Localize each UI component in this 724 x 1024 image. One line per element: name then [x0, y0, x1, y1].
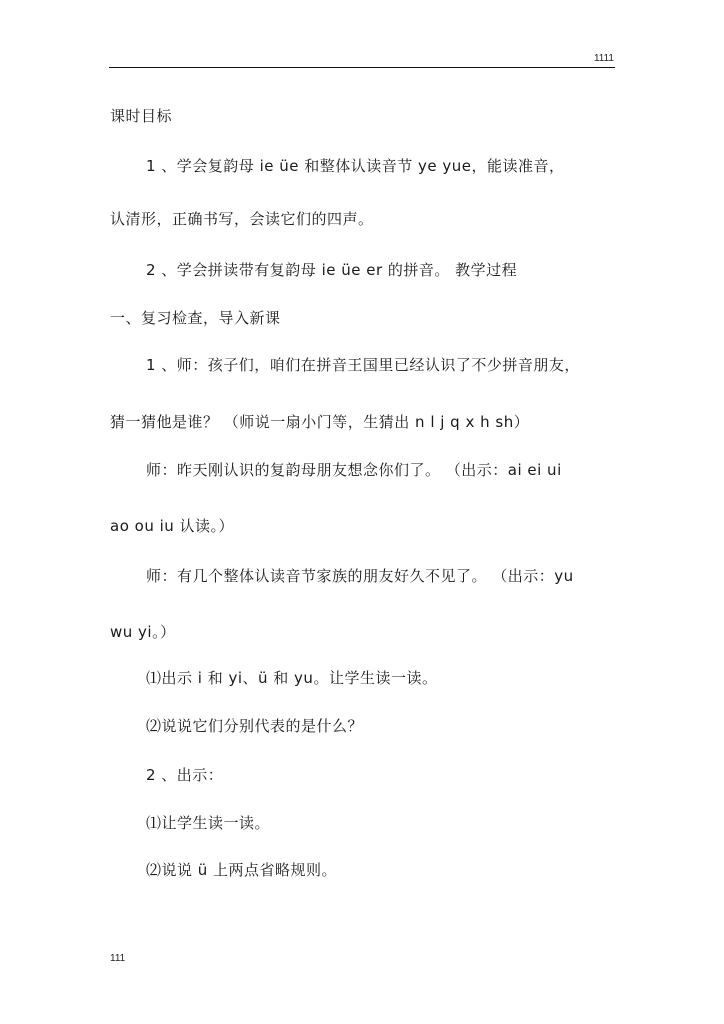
step-2-substep-2: ⑵说说 ü 上两点省略规则。	[146, 861, 338, 879]
substep-2: ⑵说说它们分别代表的是什么？	[146, 717, 364, 735]
step-2-substep-1: ⑴让学生读一读。	[146, 814, 271, 832]
goal-1-line-1: 1 、学会复韵母 ie üe 和整体认读音节 ye yue，能读准音，	[146, 157, 565, 175]
substep-1: ⑴出示 i 和 yi、ü 和 yu。让学生读一读。	[146, 669, 438, 687]
step-1-line-2: 猜一猜他是谁？ （师说一扇小门等，生猜出 n l j q x h sh）	[110, 413, 530, 431]
goal-1-line-2: 认清形，正确书写，会读它们的四声。	[110, 210, 374, 228]
section-title: 课时目标	[110, 107, 173, 125]
header-page-number: 1111	[593, 53, 614, 64]
section-heading-review: 一、复习检查，导入新课	[110, 309, 281, 327]
step-1-line-1: 1 、师：孩子们，咱们在拼音王国里已经认识了不少拼音朋友，	[146, 356, 580, 374]
header-rule	[109, 67, 615, 68]
teacher-line-1a: 师：昨天刚认识的复韵母朋友想念你们了。 （出示：ai ei ui	[146, 461, 562, 479]
goal-2: 2 、学会拼读带有复韵母 ie üe er 的拼音。 教学过程	[146, 261, 518, 279]
footer-page-number: 111	[110, 953, 126, 964]
teacher-line-1b: ao ou iu 认读。）	[110, 517, 235, 535]
teacher-line-2a: 师：有几个整体认读音节家族的朋友好久不见了。 （出示：yu	[146, 567, 574, 585]
teacher-line-2b: wu yi。）	[110, 623, 176, 641]
step-2: 2 、出示：	[146, 766, 224, 784]
